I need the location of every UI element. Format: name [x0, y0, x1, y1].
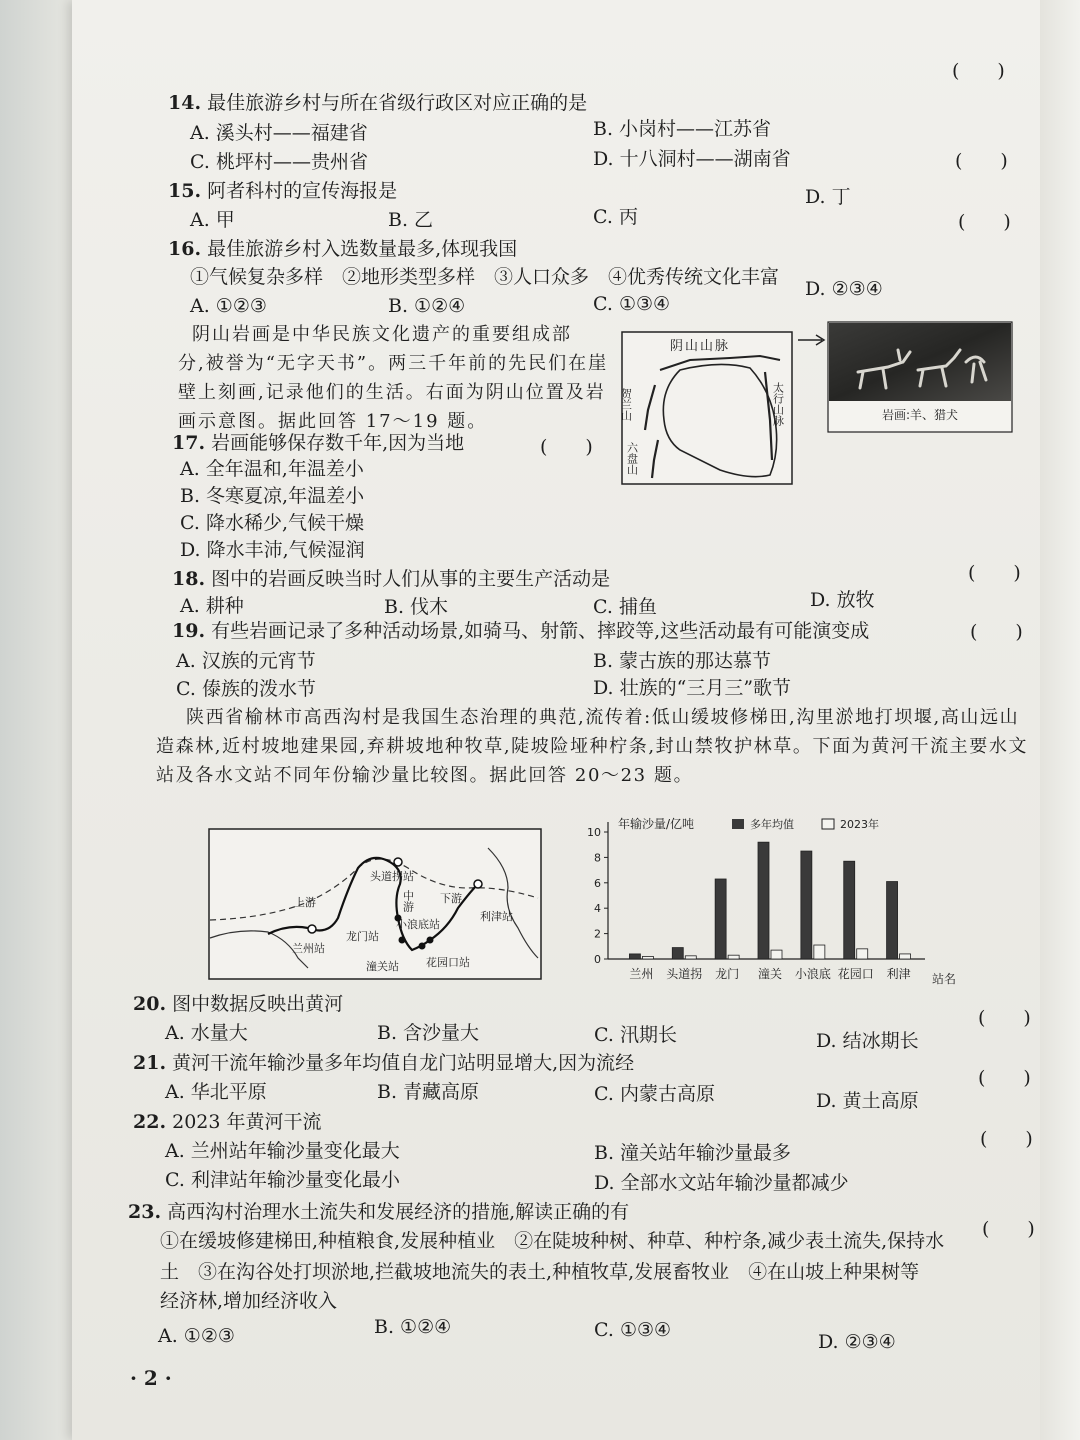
answer-paren-q21: ( )	[978, 1067, 1031, 1089]
q17-option-d: D. 降水丰沛,气候湿润	[180, 539, 365, 561]
q21-option-a: A. 华北平原	[165, 1081, 267, 1103]
legend-label-2023: 2023年	[840, 818, 879, 831]
bar-mean-1	[672, 948, 683, 959]
answer-paren-q15: ( )	[958, 211, 1011, 233]
yinshan-passage-line-3: 壁上刻画,记录他们的生活。右面为阴山位置及岩	[178, 382, 606, 403]
q17-text: 岩画能够保存数千年,因为当地	[211, 432, 465, 454]
q15-stem	[168, 182, 397, 201]
q23-item-line-1: ①在缓坡修建梯田,种植粮食,发展种植业 ②在陡坡种树、种草、种柠条,减少表土流失,保持水	[160, 1230, 945, 1252]
yinshan-passage-line-1: 阴山岩画是中华民族文化遗产的重要组成部	[192, 324, 572, 345]
answer-paren-q19: ( )	[970, 621, 1023, 643]
q23-option-b: B. ①②④	[374, 1316, 452, 1338]
rock-art-caption: 岩画:羊、猎犬	[881, 408, 959, 422]
label-xiayou: 下游	[440, 892, 462, 905]
bar-2023-5	[857, 949, 868, 959]
q20-option-c: C. 汛期长	[594, 1024, 677, 1046]
q18-option-a: A. 耕种	[180, 595, 244, 617]
station-lanzhou-marker	[308, 925, 316, 933]
q19-stem	[172, 622, 869, 641]
q15-option-c: C. 丙	[593, 206, 638, 228]
q23-item-line-3: 经济林,增加经济收入	[160, 1290, 338, 1312]
bar-2023-4	[814, 945, 825, 959]
x-category-label: 小浪底	[794, 967, 831, 981]
bar-2023-2	[728, 955, 739, 959]
bar-2023-1	[685, 956, 696, 959]
y-tick-label: 6	[594, 876, 601, 890]
q17-number: 17.	[172, 432, 206, 454]
bar-mean-0	[629, 954, 640, 959]
station-lijin-marker	[474, 880, 482, 888]
q14-option-a: A. 溪头村——福建省	[190, 122, 368, 144]
q23-option-d: D. ②③④	[818, 1331, 896, 1353]
bar-mean-6	[887, 882, 898, 959]
q20-option-b: B. 含沙量大	[377, 1022, 480, 1044]
q22-option-b: B. 潼关站年输沙量最多	[594, 1142, 792, 1164]
arrow-to-rock-art	[796, 330, 828, 350]
q21-stem	[133, 1054, 634, 1073]
q18-text: 图中的岩画反映当时人们从事的主要生产活动是	[211, 568, 611, 590]
label-tongguan: 潼关站	[366, 960, 399, 973]
legend-swatch-2023	[822, 819, 834, 829]
y-tick-label: 8	[594, 851, 601, 865]
background-left	[0, 0, 80, 1440]
yinshan-passage-line-2: 分,被誉为“无字天书”。两三千年前的先民们在崖	[178, 353, 609, 374]
q18-stem	[172, 570, 610, 589]
q18-option-c: C. 捕鱼	[593, 596, 657, 618]
q14-number: 14.	[168, 92, 202, 114]
q16-text: 最佳旅游乡村入选数量最多,体现我国	[207, 238, 518, 260]
q16-option-d: D. ②③④	[805, 278, 883, 300]
q14-option-b: B. 小岗村——江苏省	[593, 118, 772, 140]
q23-stem	[128, 1203, 629, 1222]
q22-option-c: C. 利津站年输沙量变化最小	[165, 1169, 400, 1191]
q20-number: 20.	[133, 993, 167, 1015]
q17-option-a: A. 全年温和,年温差小	[180, 458, 364, 480]
x-category-label: 兰州	[629, 967, 654, 981]
station-tongguan-marker	[399, 937, 406, 944]
x-category-label: 头道拐	[666, 967, 703, 981]
q23-text: 高西沟村治理水土流失和发展经济的措施,解读正确的有	[167, 1201, 630, 1223]
q19-text: 有些岩画记录了多种活动场景,如骑马、射箭、摔跤等,这些活动最有可能演变成	[211, 620, 870, 642]
q23-item-line-2: 土 ③在沟谷处打坝淤地,拦截坡地流失的表土,种植牧草,发展畜牧业 ④在山坡上种果树等	[160, 1261, 920, 1283]
q20-option-a: A. 水量大	[165, 1022, 248, 1044]
q17-option-b: B. 冬寒夏凉,年温差小	[180, 485, 365, 507]
q19-option-b: B. 蒙古族的那达慕节	[593, 650, 772, 672]
bar-2023-6	[900, 954, 911, 959]
bar-2023-0	[642, 956, 653, 959]
legend-label-mean: 多年均值	[750, 818, 794, 831]
label-lanzhou: 兰州站	[292, 942, 325, 955]
q15-option-b: B. 乙	[388, 209, 434, 231]
q21-option-c: C. 内蒙古高原	[594, 1083, 715, 1105]
q22-text: 2023 年黄河干流	[172, 1111, 322, 1133]
answer-paren-q14: ( )	[955, 150, 1008, 172]
label-shangyou: 上游	[294, 896, 316, 909]
answer-paren-q23: ( )	[982, 1218, 1035, 1240]
q21-option-d: D. 黄土高原	[816, 1090, 919, 1112]
q17-stem	[172, 434, 464, 453]
page-number: · 2 ·	[130, 1366, 172, 1390]
chart-x-axis-label: 站名	[932, 972, 957, 986]
label-xiaolangdi: 小浪底站	[396, 918, 440, 931]
q15-option-a: A. 甲	[190, 209, 235, 231]
label-helan: 贺兰山	[619, 388, 633, 421]
q14-text: 最佳旅游乡村与所在省级行政区对应正确的是	[207, 92, 588, 114]
q14-option-c: C. 桃坪村——贵州省	[190, 151, 368, 173]
bar-mean-3	[758, 842, 769, 959]
q20-text: 图中数据反映出黄河	[172, 993, 344, 1015]
q22-stem	[133, 1113, 322, 1132]
station-xiaolangdi-marker	[419, 943, 426, 950]
sediment-bar-chart	[587, 816, 970, 992]
label-longmen: 龙门站	[346, 930, 379, 943]
q20-stem	[133, 995, 343, 1014]
y-tick-label: 0	[594, 953, 601, 966]
label-yinshan: 阴山山脉	[670, 339, 731, 354]
q14-option-d: D. 十八洞村——湖南省	[593, 148, 791, 170]
q16-items: ①气候复杂多样 ②地形类型多样 ③人口众多 ④优秀传统文化丰富	[190, 266, 780, 288]
answer-paren-q22: ( )	[980, 1128, 1033, 1150]
q22-option-a: A. 兰州站年输沙量变化最大	[165, 1140, 400, 1162]
q16-option-a: A. ①②③	[190, 295, 267, 317]
label-toudaoguai: 头道拐站	[370, 870, 414, 883]
rock-art-image	[828, 322, 1012, 432]
answer-paren-q17: ( )	[540, 436, 593, 458]
station-toudaoguai-marker	[394, 858, 402, 866]
station-huayuankou-marker	[427, 937, 434, 944]
q23-number: 23.	[128, 1201, 162, 1223]
label-huayuankou: 花园口站	[426, 956, 470, 969]
q23-option-c: C. ①③④	[594, 1319, 672, 1341]
bar-mean-2	[715, 879, 726, 959]
q19-option-a: A. 汉族的元宵节	[176, 650, 316, 672]
q19-option-d: D. 壮族的“三月三”歌节	[593, 677, 792, 699]
q21-text: 黄河干流年输沙量多年均值自龙门站明显增大,因为流经	[172, 1052, 635, 1074]
y-tick-label: 4	[594, 902, 601, 916]
q16-number: 16.	[168, 238, 202, 260]
y-tick-label: 2	[594, 927, 601, 941]
q18-option-b: B. 伐木	[384, 596, 449, 618]
bar-mean-5	[844, 861, 855, 959]
label-zhongyou: 中游	[401, 890, 415, 912]
label-liupan: 六盘山	[625, 442, 639, 475]
x-category-label: 龙门	[715, 967, 740, 981]
q18-option-d: D. 放牧	[810, 589, 875, 611]
yinshan-location-map	[620, 330, 820, 488]
x-category-label: 潼关	[757, 967, 783, 981]
q22-option-d: D. 全部水文站年输沙量都减少	[594, 1172, 849, 1194]
yinshan-passage-line-4: 画示意图。据此回答 17～19 题。	[178, 411, 488, 432]
yinshan-passage	[178, 320, 608, 436]
q21-number: 21.	[133, 1052, 167, 1074]
background-right	[1040, 0, 1080, 1440]
q16-option-c: C. ①③④	[593, 293, 671, 315]
q22-number: 22.	[133, 1111, 167, 1133]
chart-y-axis-label: 年输沙量/亿吨	[618, 817, 695, 831]
q19-number: 19.	[172, 620, 206, 642]
answer-paren-q20: ( )	[978, 1007, 1031, 1029]
q16-option-b: B. ①②④	[388, 295, 466, 317]
x-category-label: 花园口	[837, 967, 874, 981]
q23-option-a: A. ①②③	[158, 1325, 235, 1347]
answer-paren-q18: ( )	[968, 562, 1021, 584]
huanghe-passage: 陕西省榆林市高西沟村是我国生态治理的典范,流传着:低山缓坡修梯田,沟里淤地打坝堰,高山远山造森林,近村坡地建果园,弃耕坡地种牧草,陡坡险垭种柠条,封山禁牧护林草。下面为黄河干流主要水文站及各水文站不同年份输沙量比较图。据此回答 20～23 题。	[156, 707, 1029, 786]
q18-number: 18.	[172, 568, 206, 590]
x-category-label: 利津	[886, 967, 911, 981]
arrow-icon	[798, 335, 824, 345]
yellow-river-map	[208, 828, 542, 980]
q21-option-b: B. 青藏高原	[377, 1081, 480, 1103]
q19-option-c: C. 傣族的泼水节	[176, 678, 316, 700]
q15-option-d: D. 丁	[805, 186, 851, 208]
q15-text: 阿者科村的宣传海报是	[207, 180, 398, 202]
q16-stem	[168, 240, 517, 259]
legend-swatch-mean	[732, 819, 744, 829]
q15-number: 15.	[168, 180, 202, 202]
label-lijin: 利津站	[480, 910, 513, 923]
answer-paren-q13: ( )	[952, 60, 1005, 82]
bar-mean-4	[801, 851, 812, 959]
label-taihang: 太行山脉	[771, 382, 785, 426]
q20-option-d: D. 结冰期长	[816, 1030, 919, 1052]
q17-option-c: C. 降水稀少,气候干燥	[180, 512, 364, 534]
bar-2023-3	[771, 950, 782, 959]
y-tick-label: 10	[587, 826, 601, 839]
q14-stem	[168, 94, 587, 113]
